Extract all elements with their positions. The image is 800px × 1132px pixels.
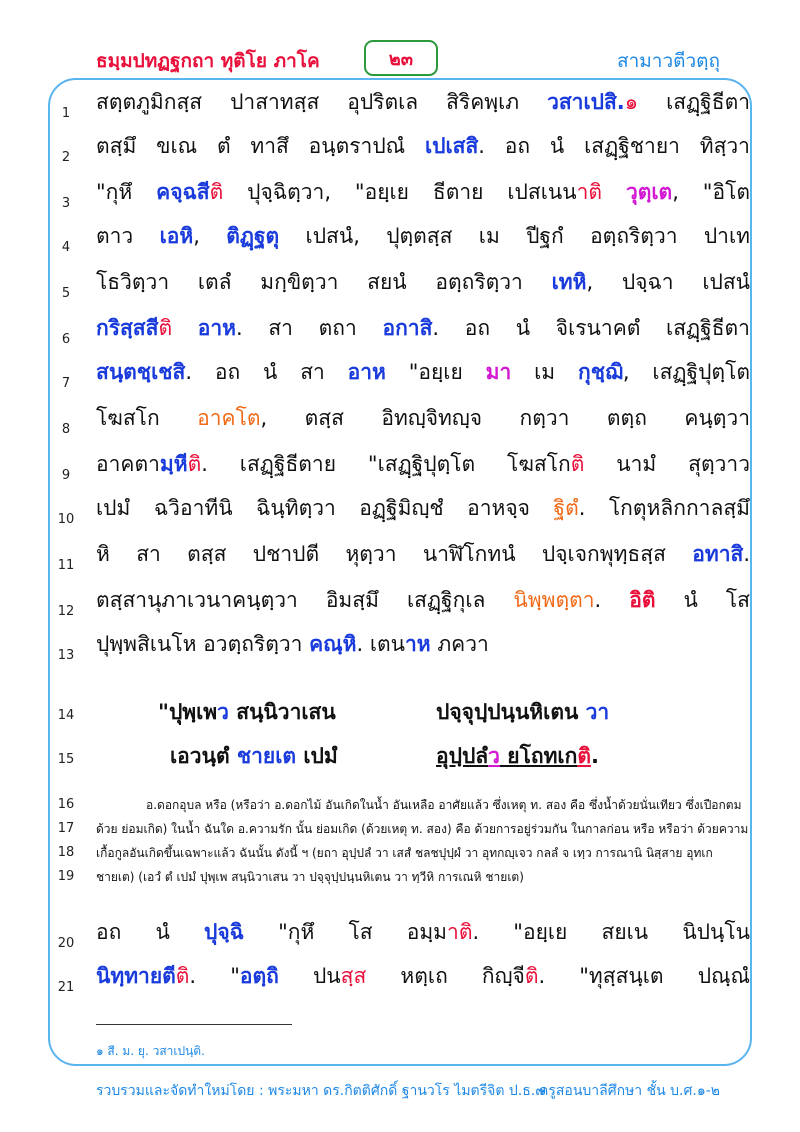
- text-segment: ติ: [187, 452, 202, 476]
- text-line: [96, 586, 750, 614]
- text-segment: ยโถทเก: [499, 744, 578, 768]
- text-segment: ว: [488, 744, 500, 768]
- text-line: [96, 494, 750, 522]
- text-segment: เปมํ ฉวิอาทีนิ ฉินฺทิตฺวา อฏฺฐิมิญฺชํ อาหจฺจ: [96, 496, 554, 520]
- text-segment: โธวิตฺวา เตลํ มกฺขิตฺวา สยนํ อตฺถริตฺวา: [96, 270, 552, 294]
- text-segment: ๑: [624, 90, 639, 114]
- page-number-text: ๒๓: [388, 48, 414, 70]
- text-segment: , เสฏฺฐิปุตฺโต: [622, 360, 750, 384]
- line-number: 9: [61, 468, 71, 483]
- text-segment: .: [594, 588, 630, 612]
- line-number: 17: [57, 821, 75, 836]
- verse-second-half: [436, 696, 609, 729]
- text-segment: วา: [585, 700, 610, 724]
- text-segment: "กุหึ: [96, 180, 157, 204]
- text-segment: สนฺนิวาเสน: [228, 700, 336, 724]
- text-segment: นิพฺพตฺตา: [513, 588, 595, 612]
- line-number: 8: [61, 422, 71, 437]
- text-segment: เสฏฺฐิธีตา: [638, 90, 751, 114]
- text-segment: , "อิโต: [672, 180, 750, 204]
- text-line: [96, 918, 750, 946]
- text-segment: คจฺฉสี: [156, 180, 210, 204]
- translation-note: อ.ดอกอุบล หรือ (หรือว่า อ.ดอกไม้ อันเกิดในน้ำ อันเหลือ อาศัยแล้ว ซึ่งเหตุ ท. สอง คือ ซึ่งน้ำด้วยนั่นเทียว ซึ่งเปือกตม: [146, 798, 742, 812]
- line-number: 20: [57, 936, 75, 951]
- text-segment: . อถ นํ จิเรนาคตํ เสฏฺฐิธีตา: [432, 316, 750, 340]
- footnote: ๑ สี. ม. ยุ. วสาเปนฺติ.: [96, 1044, 205, 1058]
- text-segment: ชายเต: [236, 744, 297, 768]
- text-segment: . ": [189, 964, 240, 988]
- text-segment: [172, 316, 198, 340]
- text-segment: อตฺถิ: [239, 964, 279, 988]
- line-number: 2: [61, 150, 71, 165]
- text-segment: . อถ นํ เสฏฺฐิชายา ทิสฺวา: [478, 134, 750, 158]
- text-segment: ติ: [577, 744, 591, 768]
- text-segment: าห: [405, 632, 431, 656]
- text-segment: สนฺตชฺเชสิ: [96, 360, 186, 384]
- text-segment: . สา ตถา: [236, 316, 383, 340]
- text-segment: เม: [511, 360, 578, 384]
- text-line: [96, 450, 750, 478]
- header-chapter: สามาวตีวตฺถุ: [617, 50, 720, 72]
- text-segment: ติฏฺฐตุ: [226, 224, 280, 248]
- text-segment: ติ: [570, 452, 585, 476]
- text-segment: วุตฺเต: [625, 180, 673, 204]
- text-segment: เทหิ: [551, 270, 587, 294]
- line-number: 4: [61, 240, 71, 255]
- text-segment: หิ สา ตสฺส ปชาปตี หุตฺวา นาฬิโกทนํ ปจฺเจกพุทฺธสฺส: [96, 542, 693, 566]
- text-segment: อิติ: [629, 588, 656, 612]
- text-segment: ตสฺสานุภาเวนาคนฺตฺวา อิมสฺมึ เสฏฺฐิกุเล: [96, 588, 514, 612]
- text-segment: .: [590, 744, 599, 768]
- text-segment: , ตสฺส อิทญฺจิทญฺจ กตฺวา ตตฺถ คนฺตฺวา: [260, 406, 750, 430]
- text-segment: ภควา: [430, 632, 489, 656]
- text-segment: ติ: [209, 180, 224, 204]
- text-segment: เปสนํ, ปุตฺตสฺส เม ปีฐกํ อตฺถริตฺวา ปาเท: [279, 224, 750, 248]
- line-number: 12: [57, 604, 75, 619]
- text-segment: . โกตุหลิกกาลสฺมึ: [578, 496, 750, 520]
- text-segment: .: [743, 542, 750, 566]
- text-segment: อาคตา: [96, 452, 160, 476]
- translation-note: ด้วย ย่อมเกิด) ในน้ำ ฉันใด อ.ความรัก นั้น ย่อมเกิด (ด้วยเหตุ ท. สอง) คือ ด้วยการอยู่ร่วมกัน ในกาลก่อน หรือ หรือว่า ด้วยความ: [96, 822, 749, 836]
- text-segment: วสาเปสิ.: [547, 90, 625, 114]
- text-segment: , ปจฺฉา เปสนํ: [586, 270, 750, 294]
- text-segment: เอหิ: [159, 224, 194, 248]
- text-segment: มา: [485, 360, 512, 384]
- line-number: 6: [61, 332, 71, 347]
- text-segment: อาห: [347, 360, 386, 384]
- text-segment: . "ทุสฺสนฺเต ปณฺณํ: [538, 964, 750, 988]
- verse-first-half: [158, 696, 336, 729]
- text-segment: ติ: [524, 964, 539, 988]
- text-line: [96, 222, 750, 250]
- line-number: 13: [57, 648, 75, 663]
- text-segment: นํ โส: [655, 588, 750, 612]
- text-segment: กริสฺสสี: [96, 316, 159, 340]
- footer-course: ครูสอนบาลีศึกษา ชั้น บ.ศ.๑-๒: [538, 1083, 720, 1099]
- translation-note: ชายเต) (เอวํ ตํ เปมํ ปุพฺเพ สนฺนิวาเสน วา ปจฺจุปฺปนฺนหิเตน วา ทฺวีหิ การเณหิ ชายเต): [96, 870, 524, 884]
- text-segment: โฆสโก: [96, 406, 198, 430]
- text-segment: คณฺหิ: [309, 632, 357, 656]
- text-segment: สตฺตภูมิกสฺส ปาสาทสฺส อุปริตเล สิริคพฺเภ: [96, 90, 548, 114]
- text-segment: เอวนฺตํ: [170, 744, 237, 768]
- footnote-rule: [96, 1024, 292, 1025]
- text-segment: . อถ นํ สา: [185, 360, 348, 384]
- line-number: 21: [57, 980, 75, 995]
- text-segment: นามํ สุตฺวาว: [584, 452, 750, 476]
- footer-author: รวบรวมและจัดทำใหม่โดย : พระมหา ดร.กิตติศักดิ์ ฐานวโร ไมตรีจิต ป.ธ.๗: [96, 1083, 546, 1099]
- text-segment: ฐิตํ: [553, 496, 579, 520]
- text-segment: อาห: [197, 316, 237, 340]
- text-segment: [602, 180, 626, 204]
- text-segment: ตสฺมึ ขเณ ตํ ทาสึ อนฺตราปณํ: [96, 134, 425, 158]
- line-number: 14: [57, 708, 75, 723]
- text-segment: นิทฺทายตี: [96, 964, 176, 988]
- text-segment: . เตน: [356, 632, 406, 656]
- line-number: 10: [57, 512, 75, 527]
- text-segment: ปุพฺพสิเนโห อวตฺถริตฺวา: [96, 632, 310, 656]
- text-segment: ปุจฺฉิตฺวา, "อยฺเย ธีตาย เปสเนน: [223, 180, 577, 204]
- text-segment: อาคโต: [197, 406, 261, 430]
- text-segment: อกาสิ: [382, 316, 433, 340]
- line-number: 11: [57, 558, 75, 573]
- text-segment: อถ นํ: [96, 920, 204, 944]
- text-line: [96, 630, 750, 658]
- text-line: [96, 268, 750, 296]
- text-line: [96, 132, 750, 160]
- text-segment: าติ: [576, 180, 603, 204]
- text-line: [96, 178, 750, 206]
- line-number: 19: [57, 869, 75, 884]
- text-segment: "กุหึ โส อมฺม: [243, 920, 448, 944]
- text-segment: . "อยฺเย สยเน นิปนฺโน: [472, 920, 750, 944]
- text-segment: ปน: [278, 964, 341, 988]
- text-segment: ติ: [175, 964, 190, 988]
- text-line: [96, 88, 750, 116]
- text-segment: "ปุพฺเพ: [158, 700, 218, 724]
- text-segment: ปุจฺฉิ: [204, 920, 244, 944]
- verse-second-half: [436, 740, 599, 773]
- text-segment: เปมํ: [296, 744, 338, 768]
- translation-note: เกื้อกูลอันเกิดขึ้นเฉพาะแล้ว ฉันนั้น ดังนี้ ฯ (ยถา อุปฺปลํ วา เสสํ ชลชปุปฺผํ วา อุทกญฺเจว กลลํ จ เทฺว การณานิ นิสฺสาย อุทเก: [96, 846, 713, 860]
- line-number: 7: [61, 376, 71, 391]
- text-segment: กุชฺฌิ: [577, 360, 623, 384]
- text-line: [96, 540, 750, 568]
- line-number: 3: [61, 196, 71, 211]
- line-number: 1: [61, 106, 71, 121]
- text-segment: ,: [193, 224, 227, 248]
- text-segment: เปเสสิ: [424, 134, 479, 158]
- page-number: [364, 40, 438, 76]
- line-number: 15: [57, 752, 75, 767]
- text-line: [96, 314, 750, 342]
- text-segment: สฺส: [340, 964, 367, 988]
- text-segment: ปจฺจุปฺปนฺนหิเตน: [436, 700, 586, 724]
- line-number: 5: [61, 286, 71, 301]
- text-segment: ว: [217, 700, 229, 724]
- text-segment: มฺหี: [159, 452, 188, 476]
- text-segment: อุปฺปลํ: [436, 744, 489, 768]
- verse-first-half: [170, 740, 338, 773]
- text-segment: าติ: [447, 920, 473, 944]
- text-line: [96, 962, 750, 990]
- line-number: 18: [57, 845, 75, 860]
- text-segment: ติ: [158, 316, 173, 340]
- text-segment: . เสฏฺฐิธีตาย "เสฏฺฐิปุตฺโต โฆสโก: [201, 452, 571, 476]
- text-segment: อทาสิ: [692, 542, 744, 566]
- text-segment: "อยฺเย: [385, 360, 486, 384]
- header-title: ธมฺมปทฏฐกถา ทุติโย ภาโค: [96, 50, 320, 72]
- text-segment: ตาว: [96, 224, 160, 248]
- text-segment: หตฺเถ กิญฺจี: [366, 964, 525, 988]
- text-line: [96, 404, 750, 432]
- line-number: 16: [57, 797, 75, 812]
- text-line: [96, 358, 750, 386]
